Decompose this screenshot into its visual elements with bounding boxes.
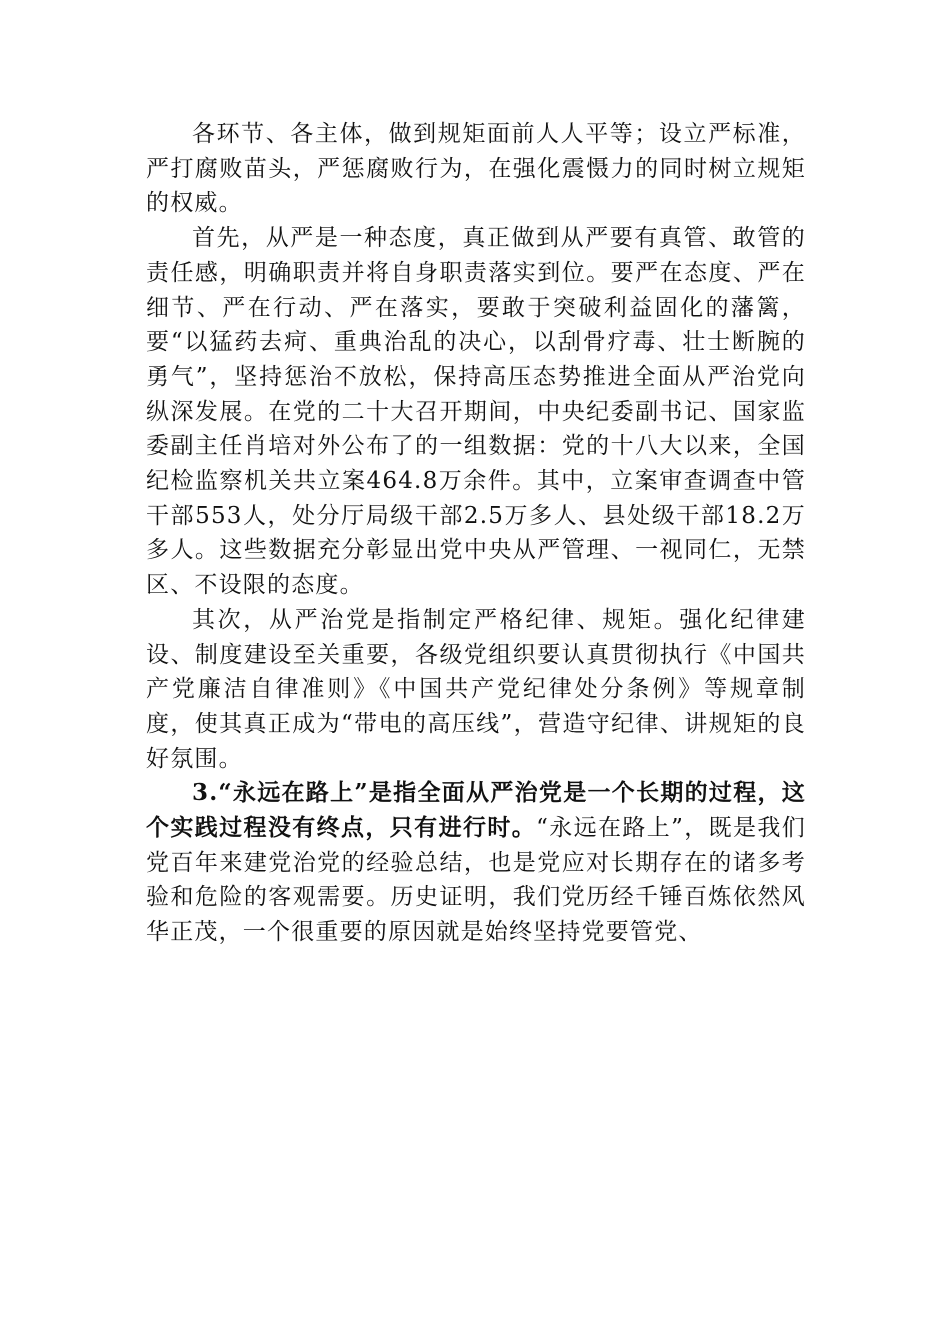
document-body xyxy=(146,117,806,950)
paragraph-1: 各环节、各主体，做到规矩面前人人平等；设立严标准，严打腐败苗头，严惩腐败行为，在强化震慑力的同时树立规矩的权威。 xyxy=(146,121,806,217)
paragraph-4 xyxy=(146,776,806,950)
paragraph-2: 首先，从严是一种态度，真正做到从严要有真管、敢管的责任感，明确职责并将自身职责落实到位。要严在态度、严在细节、严在行动、严在落实，要敢于突破利益固化的藩篱，要“以猛药去疴、重典治乱的决心，以刮骨疗毒、壮士断腕的勇气”，坚持惩治不放松，保持高压态势推进全面从严治党向纵深发展。在党的二十大召开期间，中央纪委副书记、国家监委副主任肖培对外公布了的一组数据：党的十八大以来，全国纪检监察机关共立案464.8万余件。其中，立案审查调查中管干部553人，处分厅局级干部2.5万多人、县处级干部18.2万多人。这些数据充分彰显出党中央从严管理、一视同仁，无禁区、不设限的态度。 xyxy=(146,225,806,599)
paragraph-4-text: “永远在路上”，既是我们党百年来建党治党的经验总结，也是党应对长期存在的诸多考验和危险的客观需要。历史证明，我们党历经千锤百炼依然风华正茂，一个很重要的原因就是始终坚持党要管党、 xyxy=(146,815,806,946)
paragraph-3: 其次，从严治党是指制定严格纪律、规矩。强化纪律建设、制度建设至关重要，各级党组织要认真贯彻执行《中国共产党廉洁自律准则》《中国共产党纪律处分条例》等规章制度，使其真正成为“带电的高压线”，营造守纪律、讲规矩的良好氛围。 xyxy=(146,606,806,772)
paragraph-4-heading: 3.“永远在路上”是指全面从严治党是一个长期的过程，这个实践过程没有终点，只有进行时。 xyxy=(146,779,806,842)
